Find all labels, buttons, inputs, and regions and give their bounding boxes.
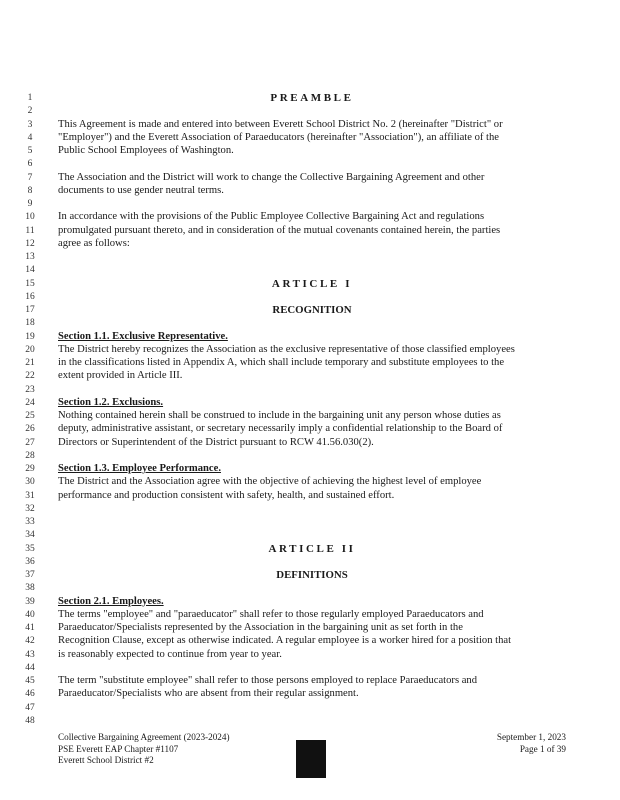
line-text: Recognition Clause, except as otherwise indicated. A regular employee is a worker hired for a position that — [58, 635, 512, 647]
line-number: 43 — [25, 649, 35, 660]
line-39 — [0, 595, 620, 609]
line-number: 4 — [27, 132, 33, 143]
line-text: Paraeducator/Specialists represented by the Association in the bargaining unit as set forth in the — [58, 622, 463, 633]
line-number: 7 — [27, 172, 33, 183]
line-number: 14 — [25, 265, 35, 276]
line-number: 24 — [25, 397, 35, 408]
line-21 — [0, 356, 620, 370]
line-number: 34 — [25, 530, 35, 541]
line-text: deputy, administrative assistant, or secretary necessarily imply a confidential relationship to the Board of — [58, 423, 503, 435]
line-16 — [0, 290, 620, 304]
line-text: Paraeducator/Specialists who are absent from their regular assignment. — [58, 688, 359, 700]
line-12 — [0, 237, 620, 251]
line-34 — [0, 528, 620, 542]
line-number: 10 — [25, 212, 35, 223]
line-number: 22 — [25, 371, 35, 382]
line-46 — [0, 687, 620, 701]
line-number: 13 — [25, 252, 35, 262]
line-number: 16 — [25, 291, 35, 302]
line-text: The term "substitute employee" shall refer to those persons employed to replace Paraeducators and — [58, 675, 478, 686]
line-7 — [0, 171, 620, 185]
line-number: 35 — [25, 543, 35, 554]
line-38 — [0, 581, 620, 595]
line-43 — [0, 648, 620, 662]
line-45 — [0, 674, 620, 688]
line-44 — [0, 661, 620, 675]
line-18 — [0, 316, 620, 330]
line-28 — [0, 449, 620, 463]
line-number: 46 — [25, 689, 35, 700]
line-29 — [0, 462, 620, 476]
line-text: in the classifications listed in Appendix A, which shall include temporary and substitute employees to the — [58, 357, 505, 368]
line-number: 33 — [25, 517, 35, 527]
line-15 — [0, 277, 620, 291]
line-number: 19 — [25, 331, 35, 342]
footer-chapter: PSE Everett EAP Chapter #1107 — [58, 743, 179, 754]
line-number: 40 — [25, 609, 35, 620]
line-22 — [0, 369, 620, 383]
line-number: 38 — [25, 583, 35, 594]
line-36 — [0, 555, 620, 569]
line-text: The terms "employee" and "paraeducator" shall refer to those regularly employed Paraeducators and — [58, 608, 484, 620]
line-number: 41 — [25, 623, 35, 633]
line-3 — [0, 118, 620, 132]
line-6 — [0, 157, 620, 171]
line-23 — [0, 383, 620, 397]
line-number: 48 — [25, 715, 35, 726]
heading: PREAMBLE — [270, 92, 354, 104]
line-number: 11 — [25, 225, 35, 236]
line-20 — [0, 343, 620, 357]
line-11 — [0, 224, 620, 238]
line-number: 42 — [25, 636, 35, 647]
line-8 — [0, 184, 620, 198]
line-17 — [0, 303, 620, 317]
section-title: Section 1.2. Exclusions. — [58, 396, 164, 408]
section-title: Section 1.3. Employee Performance. — [58, 463, 221, 474]
line-number: 18 — [25, 318, 35, 329]
line-10 — [0, 210, 620, 224]
section-title: Section 1.1. Exclusive Representative. — [58, 330, 228, 342]
line-text: The District hereby recognizes the Association as the exclusive representative of those classified employees — [58, 343, 515, 355]
line-number: 23 — [25, 384, 35, 395]
line-number: 31 — [25, 490, 35, 501]
line-number: 15 — [25, 278, 35, 289]
redaction-block — [296, 740, 326, 778]
line-number: 8 — [27, 185, 33, 196]
line-text: promulgated pursuant thereto, and in consideration of the mutual covenants contained herein, the parties — [58, 224, 501, 236]
footer-right — [497, 732, 566, 755]
line-text: In accordance with the provisions of the Public Employee Collective Bargaining Act and regulations — [58, 211, 485, 223]
line-40 — [0, 608, 620, 622]
line-number: 2 — [27, 106, 33, 117]
footer-page-number: Page 1 of 39 — [519, 743, 566, 754]
line-number: 37 — [25, 570, 35, 580]
line-number: 36 — [25, 556, 35, 567]
line-number: 6 — [27, 159, 33, 170]
line-42 — [0, 634, 620, 648]
line-1 — [0, 91, 620, 105]
line-number: 9 — [27, 199, 33, 209]
footer-left — [58, 732, 230, 767]
line-number: 45 — [25, 676, 35, 686]
subheading: RECOGNITION — [272, 304, 352, 316]
line-48 — [0, 714, 620, 728]
line-number: 47 — [25, 702, 35, 713]
line-number: 25 — [25, 411, 35, 421]
line-text: The District and the Association agree with the objective of achieving the highest level of employee — [58, 476, 482, 488]
line-number: 39 — [25, 596, 35, 607]
line-37 — [0, 568, 620, 582]
line-text: Public School Employees of Washington. — [58, 145, 234, 156]
line-text: agree as follows: — [58, 237, 130, 249]
line-13 — [0, 250, 620, 264]
line-number: 1 — [27, 93, 33, 103]
line-2 — [0, 104, 620, 118]
line-number: 26 — [25, 424, 35, 435]
line-25 — [0, 409, 620, 423]
line-text: Nothing contained herein shall be construed to include in the bargaining unit any person whose duties as — [58, 410, 501, 421]
line-text: This Agreement is made and entered into between Everett School District No. 2 (hereinafter "District" or — [58, 118, 503, 130]
line-text: Directors or Superintendent of the District pursuant to RCW 41.56.030(2). — [58, 436, 374, 448]
line-14 — [0, 263, 620, 277]
line-number: 44 — [25, 662, 35, 673]
line-number: 17 — [25, 305, 35, 315]
line-47 — [0, 701, 620, 715]
line-27 — [0, 436, 620, 450]
line-number: 30 — [25, 477, 35, 488]
line-4 — [0, 131, 620, 145]
line-number: 21 — [25, 358, 35, 368]
line-text: performance and production consistent with safety, health, and sustained effort. — [58, 489, 395, 501]
line-33 — [0, 515, 620, 529]
line-35 — [0, 542, 620, 556]
line-24 — [0, 396, 620, 410]
line-text: The Association and the District will work to change the Collective Bargaining Agreement and other — [58, 171, 485, 183]
heading: ARTICLE II — [268, 542, 356, 555]
line-number: 28 — [25, 450, 35, 461]
line-26 — [0, 422, 620, 436]
footer-district: Everett School District #2 — [58, 755, 154, 765]
line-number: 3 — [27, 119, 33, 130]
line-32 — [0, 502, 620, 516]
line-number: 27 — [25, 437, 35, 448]
line-31 — [0, 489, 620, 503]
line-text: is reasonably expected to continue from year to year. — [58, 648, 282, 660]
line-text: "Employer") and the Everett Association of Paraeducators (hereinafter "Association"), an affiliate of the — [58, 131, 499, 143]
line-text: documents to use gender neutral terms. — [58, 184, 224, 196]
line-number: 29 — [25, 464, 35, 474]
line-30 — [0, 475, 620, 489]
line-text: extent provided in Article III. — [58, 370, 183, 382]
line-9 — [0, 197, 620, 211]
line-number: 12 — [25, 238, 35, 249]
footer-title: Collective Bargaining Agreement (2023-2024) — [58, 732, 230, 742]
subheading: DEFINITIONS — [276, 569, 348, 581]
line-41 — [0, 621, 620, 635]
line-5 — [0, 144, 620, 158]
heading: ARTICLE I — [271, 277, 353, 290]
line-19 — [0, 330, 620, 344]
line-number: 5 — [27, 146, 33, 156]
line-number: 32 — [25, 503, 35, 514]
footer-date: September 1, 2023 — [496, 732, 566, 742]
line-number: 20 — [25, 344, 35, 355]
section-title: Section 2.1. Employees. — [58, 595, 164, 607]
